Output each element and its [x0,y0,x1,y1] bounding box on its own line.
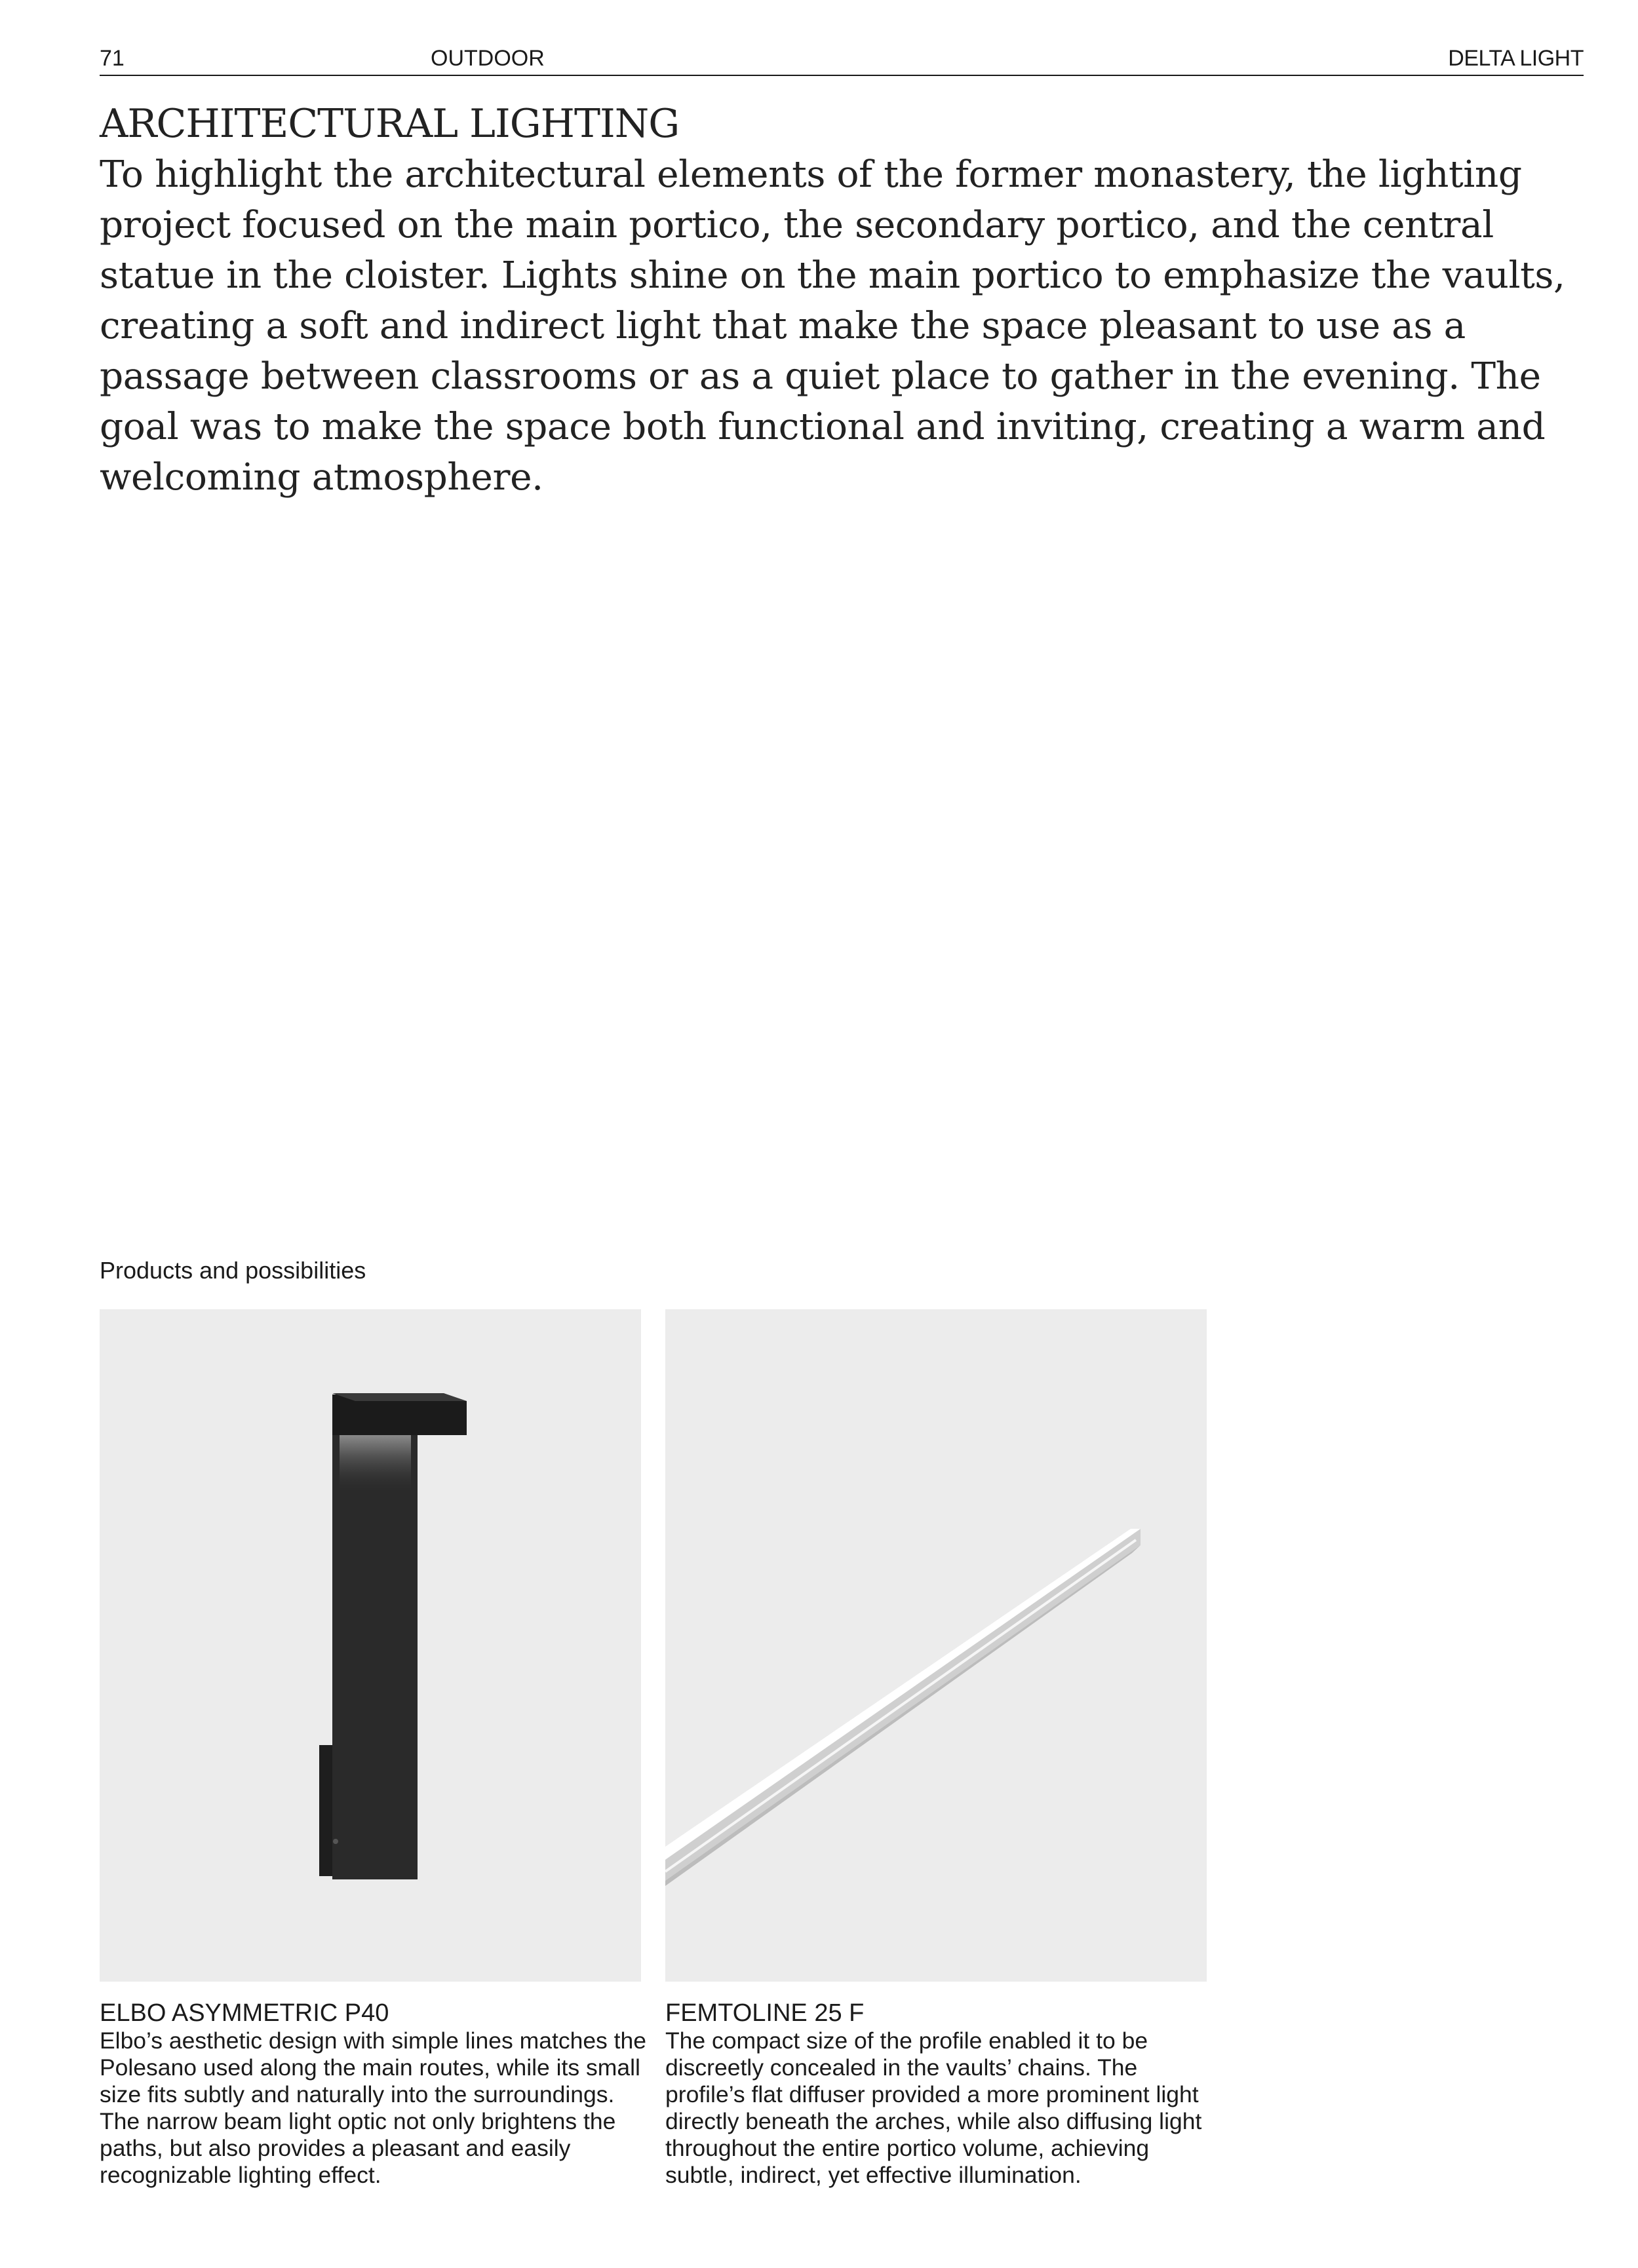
product-image-elbo [100,1309,641,1982]
product-title: ELBO ASYMMETRIC P40 [100,1999,389,2027]
product-card-elbo [100,1999,650,2189]
product-title: FEMTOLINE 25 F [665,1999,865,2027]
product-description: Elbo’s aesthetic design with simple lines matches the Polesano used along the main routes, while its small size fits subtly and naturally into the surroundings. The narrow beam light optic not only brightens the paths, but also provides a pleasant and easily recognizable lighting effect. [100,2028,647,2188]
page-number: 71 [100,46,125,71]
product-description: The compact size of the profile enabled it to be discreetly concealed in the vaults’ chains. The profile’s flat diffuser provided a more prominent light directly beneath the arches, while also diffusing light throughout the entire portico volume, achieving subtle, indirect, yet effective illumination. [665,2028,1202,2188]
brand-name: DELTA LIGHT [1448,46,1584,71]
intro-section [100,100,1601,503]
page-header [100,42,1584,76]
section-title: ARCHITECTURAL LIGHTING [100,101,680,147]
intro-paragraph: To highlight the architectural elements of the former monastery, the lighting project focused on the main portico, the secondary portico, and the central statue in the cloister. Lights shine on the main portico to emphasize the vaults, creating a soft and indirect light that make the space pleasant to use as a passage between classrooms or as a quiet place to gather in the evening. The goal was to make the space both functional and inviting, creating a warm and welcoming atmosphere. [100,153,1565,499]
product-card-femtoline [665,1999,1216,2189]
product-image-femtoline [665,1309,1207,1982]
section-label: OUTDOOR [431,46,545,71]
products-heading: Products and possibilities [100,1257,366,1284]
